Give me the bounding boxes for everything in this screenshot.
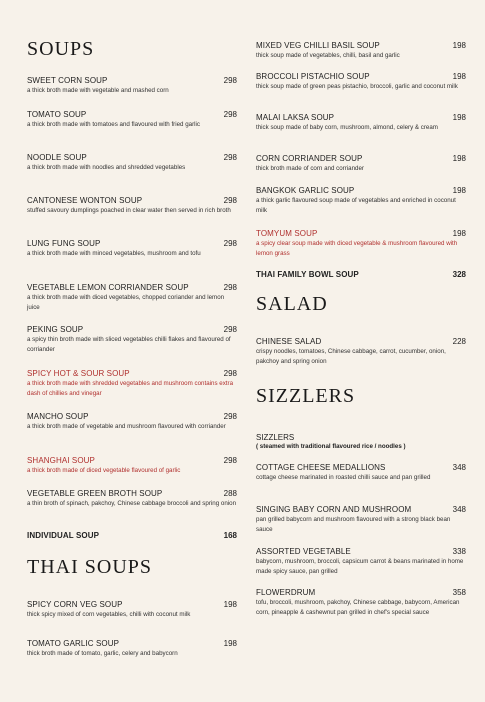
item-desc: thick spicy mixed of corn vegetables, chilli with coconut milk — [27, 611, 191, 618]
item-desc: a thick broth made of vegetable and mushroom flavoured with corriander — [27, 423, 226, 430]
item-desc: a thick broth made of diced vegetable flavoured of garlic — [27, 467, 181, 474]
item-price: 198 — [452, 41, 466, 50]
item-name: VEGETABLE LEMON CORRIANDER SOUP — [27, 283, 189, 292]
item-price: 198 — [452, 186, 466, 195]
item-name: TOMATO GARLIC SOUP — [27, 639, 120, 648]
item-name: SHANGHAI SOUP — [27, 456, 95, 465]
menu-item — [256, 41, 466, 61]
menu-item — [256, 463, 466, 483]
item-price: 348 — [452, 463, 466, 472]
menu-item — [27, 153, 237, 173]
item-price: 298 — [223, 412, 237, 421]
item-price: 298 — [223, 325, 237, 334]
soups-heading: SOUPS — [27, 38, 95, 60]
item-price: 338 — [452, 547, 466, 556]
sizzlers-subheading-desc: ( steamed with traditional flavoured rice / noodles ) — [256, 443, 406, 450]
item-desc: crispy noodles, tomatoes, Chinese cabbage, carrot, cucumber, onion, pakchoy and spring onion — [256, 348, 446, 365]
menu-item — [27, 110, 237, 130]
menu-item — [256, 154, 466, 174]
item-desc: thick soup made of baby corn, mushroom, almond, celery & cream — [256, 124, 438, 131]
item-name: MALAI LAKSA SOUP — [256, 113, 335, 122]
menu-item — [256, 72, 466, 92]
item-name: CANTONESE WONTON SOUP — [27, 196, 143, 205]
item-desc: stuffed savoury dumplings poached in clear water then served in rich broth — [27, 207, 231, 214]
menu-item — [256, 505, 466, 534]
item-desc: cottage cheese marinated in roasted chilli sauce and pan grilled — [256, 474, 431, 481]
menu-item — [27, 489, 237, 509]
item-price: 198 — [452, 113, 466, 122]
menu-item — [256, 588, 466, 617]
item-desc: babycorn, mushroom, broccoli, capsicum carrot & beans marinated in home made spicy sauce, pan grilled — [256, 558, 464, 575]
menu-item — [256, 547, 466, 576]
item-price: 298 — [223, 110, 237, 119]
item-price: 198 — [452, 229, 466, 238]
item-name: SPICY HOT & SOUR SOUP — [27, 369, 130, 378]
item-name: PEKING SOUP — [27, 325, 84, 334]
item-price: 198 — [452, 72, 466, 81]
item-price: 228 — [452, 337, 466, 346]
menu-item-highlight — [27, 456, 237, 476]
item-name: MIXED VEG CHILLI BASIL SOUP — [256, 41, 380, 50]
item-price: 298 — [223, 239, 237, 248]
item-price: 328 — [452, 270, 466, 279]
menu-item — [256, 337, 466, 366]
salad-heading: SALAD — [256, 293, 328, 315]
menu-item — [27, 531, 237, 540]
item-desc: a thick garlic flavoured soup made of vegetables and enriched in coconut milk — [256, 197, 456, 214]
thai-soups-heading: THAI SOUPS — [27, 556, 153, 578]
menu-item — [256, 270, 466, 279]
item-desc: thick broth made of tomato, garlic, celery and babycorn — [27, 650, 178, 657]
item-name: TOMATO SOUP — [27, 110, 87, 119]
sizzlers-subheading — [256, 433, 466, 450]
menu-item — [27, 76, 237, 96]
item-price: 198 — [452, 154, 466, 163]
item-name: FLOWERDRUM — [256, 588, 316, 597]
item-desc: a spicy clear soup made with diced vegetable & mushroom flavoured with lemon grass — [256, 240, 458, 257]
item-name: CHINESE SALAD — [256, 337, 322, 346]
item-desc: a thick broth made with tomatoes and flavoured with fried garlic — [27, 121, 200, 128]
item-desc: a spicy thin broth made with sliced vegetables chilli flakes and flavoured of corriander — [27, 336, 231, 353]
item-price: 298 — [223, 196, 237, 205]
item-price: 298 — [223, 283, 237, 292]
item-name: THAI FAMILY BOWL SOUP — [256, 270, 359, 279]
item-price: 288 — [223, 489, 237, 498]
item-name: TOMYUM SOUP — [256, 229, 318, 238]
menu-item — [256, 186, 466, 215]
item-name: SWEET CORN SOUP — [27, 76, 108, 85]
item-name: SPICY CORN VEG SOUP — [27, 600, 123, 609]
item-name: INDIVIDUAL SOUP — [27, 531, 100, 540]
item-price: 198 — [223, 639, 237, 648]
item-name: SINGING BABY CORN AND MUSHROOM — [256, 505, 412, 514]
item-name: BROCCOLI PISTACHIO SOUP — [256, 72, 370, 81]
menu-item — [27, 196, 237, 216]
item-name: CORN CORRIANDER SOUP — [256, 154, 363, 163]
item-desc: thick soup made of green peas pistachio, broccoli, garlic and coconut milk — [256, 83, 458, 90]
menu-item — [27, 639, 237, 659]
menu-item — [27, 600, 237, 620]
item-name: ASSORTED VEGETABLE — [256, 547, 351, 556]
menu-item — [27, 412, 237, 432]
item-name: VEGETABLE GREEN BROTH SOUP — [27, 489, 163, 498]
item-desc: a thick broth made with minced vegetables, mushroom and tofu — [27, 250, 201, 257]
item-desc: a thick broth made with shredded vegetables and mushroom contains extra dash of chillies and vinegar — [27, 380, 234, 397]
sizzlers-heading: SIZZLERS — [256, 385, 356, 407]
item-name: NOODLE SOUP — [27, 153, 87, 162]
item-price: 348 — [452, 505, 466, 514]
menu-item — [27, 283, 237, 312]
item-desc: a thick broth made with vegetable and mashed corn — [27, 87, 169, 94]
item-desc: tofu, broccoli, mushroom, pakchoy, Chinese cabbage, babycorn, American corn, pineapple & cashewnut pan grilled in chef's special sauce — [256, 599, 460, 616]
item-name: LUNG FUNG SOUP — [27, 239, 101, 248]
item-price: 358 — [452, 588, 466, 597]
menu-item-highlight — [256, 229, 466, 258]
menu-item — [27, 239, 237, 259]
item-desc: thick soup made of vegetables, chilli, basil and garlic — [256, 52, 400, 59]
menu-item — [27, 325, 237, 354]
menu-item — [256, 113, 466, 133]
item-desc: pan grilled babycorn and mushroom flavoured with a strong black bean sauce — [256, 516, 451, 533]
item-price: 298 — [223, 456, 237, 465]
item-price: 198 — [223, 600, 237, 609]
item-name: MANCHO SOUP — [27, 412, 89, 421]
item-price: 298 — [223, 153, 237, 162]
item-price: 168 — [223, 531, 237, 540]
item-name: COTTAGE CHEESE MEDALLIONS — [256, 463, 386, 472]
item-desc: a thick broth made with diced vegetables, chopped coriander and lemon juice — [27, 294, 225, 311]
item-desc: thick broth made of corn and corriander — [256, 165, 364, 172]
item-price: 298 — [223, 369, 237, 378]
sizzlers-subheading-name: SIZZLERS — [256, 433, 295, 442]
item-price: 298 — [223, 76, 237, 85]
item-desc: a thin broth of spinach, pakchoy, Chinese cabbage broccoli and spring onion — [27, 500, 237, 507]
menu-item-highlight — [27, 369, 237, 398]
item-desc: a thick broth made with noodles and shredded vegetables — [27, 164, 186, 171]
item-name: BANGKOK GARLIC SOUP — [256, 186, 355, 195]
